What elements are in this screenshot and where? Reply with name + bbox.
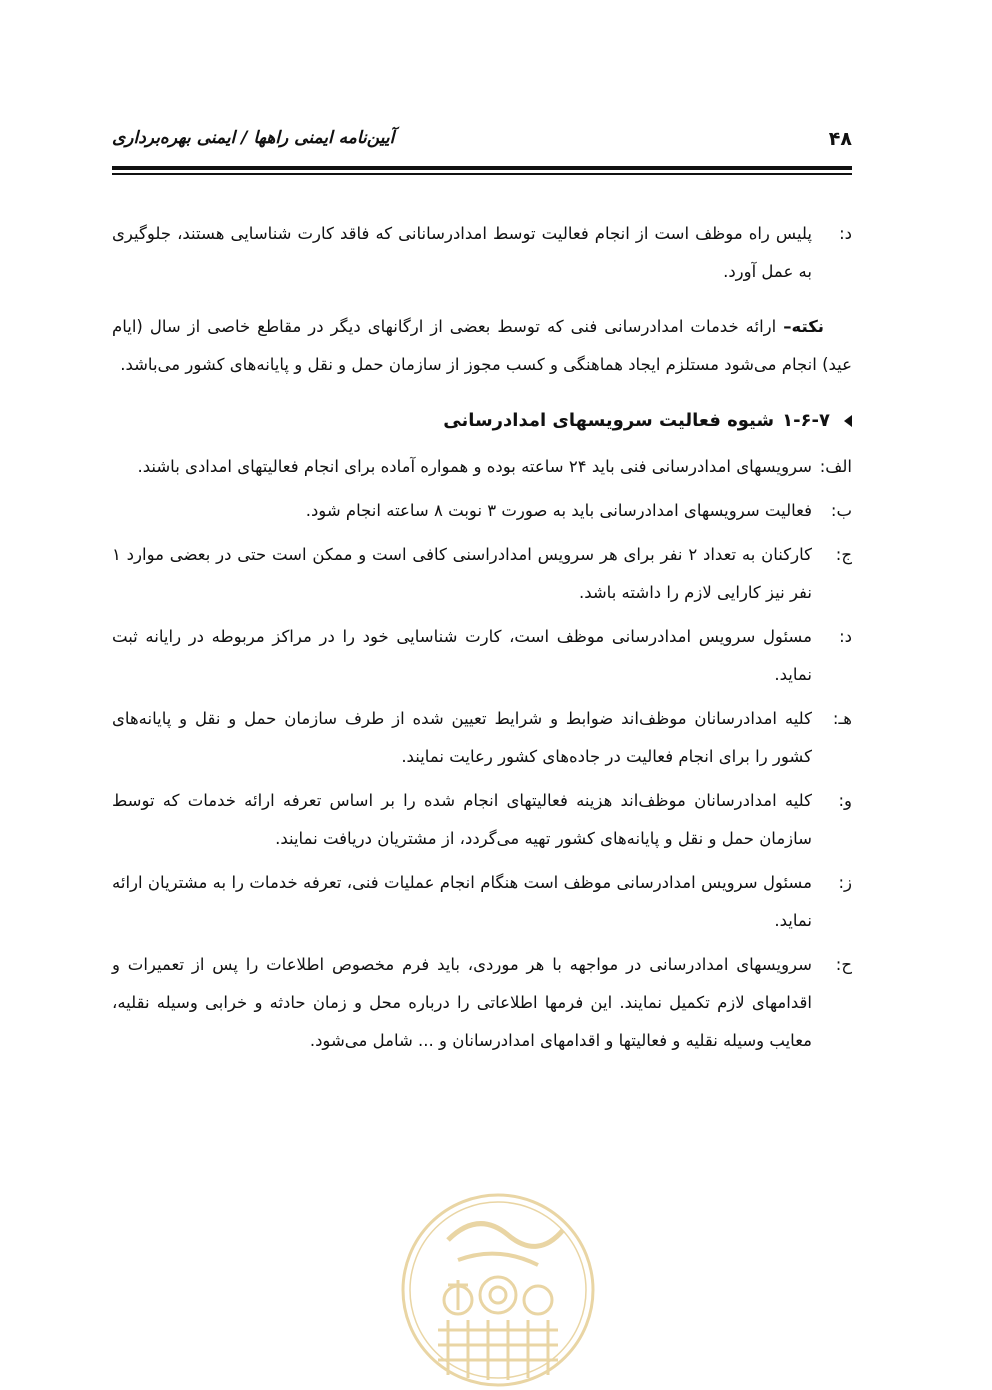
section-number: ۱-۶-۷ <box>782 409 830 431</box>
list-item-label: د: <box>839 224 852 243</box>
page-header <box>112 128 852 154</box>
list-item-text: کلیه امدادرسانان موظف‌اند هزینه فعالیتهای انجام شده را بر اساس تعرفه ارائه خدمات که توسط سازمان حمل و نقل و پایانه‌های کشور تهیه می‌گردد، از مشتریان دریافت نمایند. <box>112 790 812 848</box>
list-item <box>112 782 852 858</box>
list-item <box>112 700 852 776</box>
document-body <box>112 215 852 1066</box>
triangle-bullet-icon <box>844 415 852 427</box>
list-item-label: ب: <box>830 500 852 520</box>
list-item <box>112 946 852 1060</box>
note-text: ارائه خدمات امدادرسانی فنی که توسط بعضی از ارگانهای دیگر در مقاطع خاصی از سال (ایام عید) انجام می‌شود مستلزم ایجاد هماهنگی و کسب مجوز از سازمان حمل و نقل و پایانه‌های کشور می‌باشد. <box>112 316 852 374</box>
list-item-text: مسئول سرویس امدادرسانی موظف است، کارت شناسایی خود را در مراکز مربوطه در رایانه ثبت نماید. <box>112 626 812 684</box>
list-item-label: ج: <box>835 544 852 564</box>
list-item-text: پلیس راه موظف است از انجام فعالیت توسط امدادرسانانی که فاقد کارت شناسایی هستند، جلوگیری به عمل آورد. <box>112 224 812 281</box>
list-item-label: د: <box>839 626 852 646</box>
list-item-text: کلیه امدادرسانان موظف‌اند ضوابط و شرایط تعیین شده از طرف سازمان حمل و نقل و پایانه‌های کشور را برای انجام فعالیت در جاده‌های کشور رعایت نمایند. <box>112 708 812 766</box>
list-item-text: فعالیت سرویسهای امدادرسانی باید به صورت ۳ نوبت ۸ ساعته انجام شود. <box>305 500 812 520</box>
list-item-label: الف: <box>819 456 852 476</box>
watermark-seal-icon <box>388 1180 608 1390</box>
list-item-text: سرویسهای امدادرسانی در مواجهه با هر موردی، باید فرم مخصوص اطلاعات را پس از تعمیرات و اقدامهای لازم تکمیل نمایند. این فرمها اطلاعاتی را درباره محل و زمان حادثه و خرابی وسیله نقلیه، معایب وسیله نقلیه و فعالیتها و اقدامهای امدادرسانان و ... شامل می‌شود. <box>112 954 812 1050</box>
list-item <box>112 215 852 291</box>
list-item-text: مسئول سرویس امدادرسانی موظف است هنگام انجام عملیات فنی، تعرفه خدمات را به مشتریان ارائه نماید. <box>112 872 812 930</box>
list-item-label: هـ: <box>832 708 852 728</box>
section-title: شیوه فعالیت سرویسهای امدادرسانی <box>443 409 775 431</box>
list-item <box>112 492 852 530</box>
header-rule <box>112 166 852 170</box>
header-rule-thin <box>112 173 852 175</box>
list-item <box>112 864 852 940</box>
note-label: نکته– <box>783 316 824 336</box>
running-title: آیین‌نامه ایمنی راهها / ایمنی بهره‌برداری <box>112 128 395 148</box>
list-item-label: ح: <box>835 954 852 974</box>
list-item <box>112 448 852 486</box>
list-item-text: کارکنان به تعداد ۲ نفر برای هر سرویس امدادراسنی کافی است و ممکن است حتی در بعضی موارد ۱ نفر نیز کارایی لازم را داشته باشد. <box>112 544 812 602</box>
note-paragraph <box>112 308 852 384</box>
list-item <box>112 618 852 694</box>
page-number: ۴۸ <box>828 128 852 150</box>
list-item-label: و: <box>838 790 852 810</box>
list-item-text: سرویسهای امدادرسانی فنی باید ۲۴ ساعته بوده و همواره آماده برای انجام فعالیتهای امدادی باشند. <box>137 456 812 476</box>
list-item <box>112 536 852 612</box>
list-item-label: ز: <box>838 872 852 892</box>
section-heading <box>112 402 852 440</box>
